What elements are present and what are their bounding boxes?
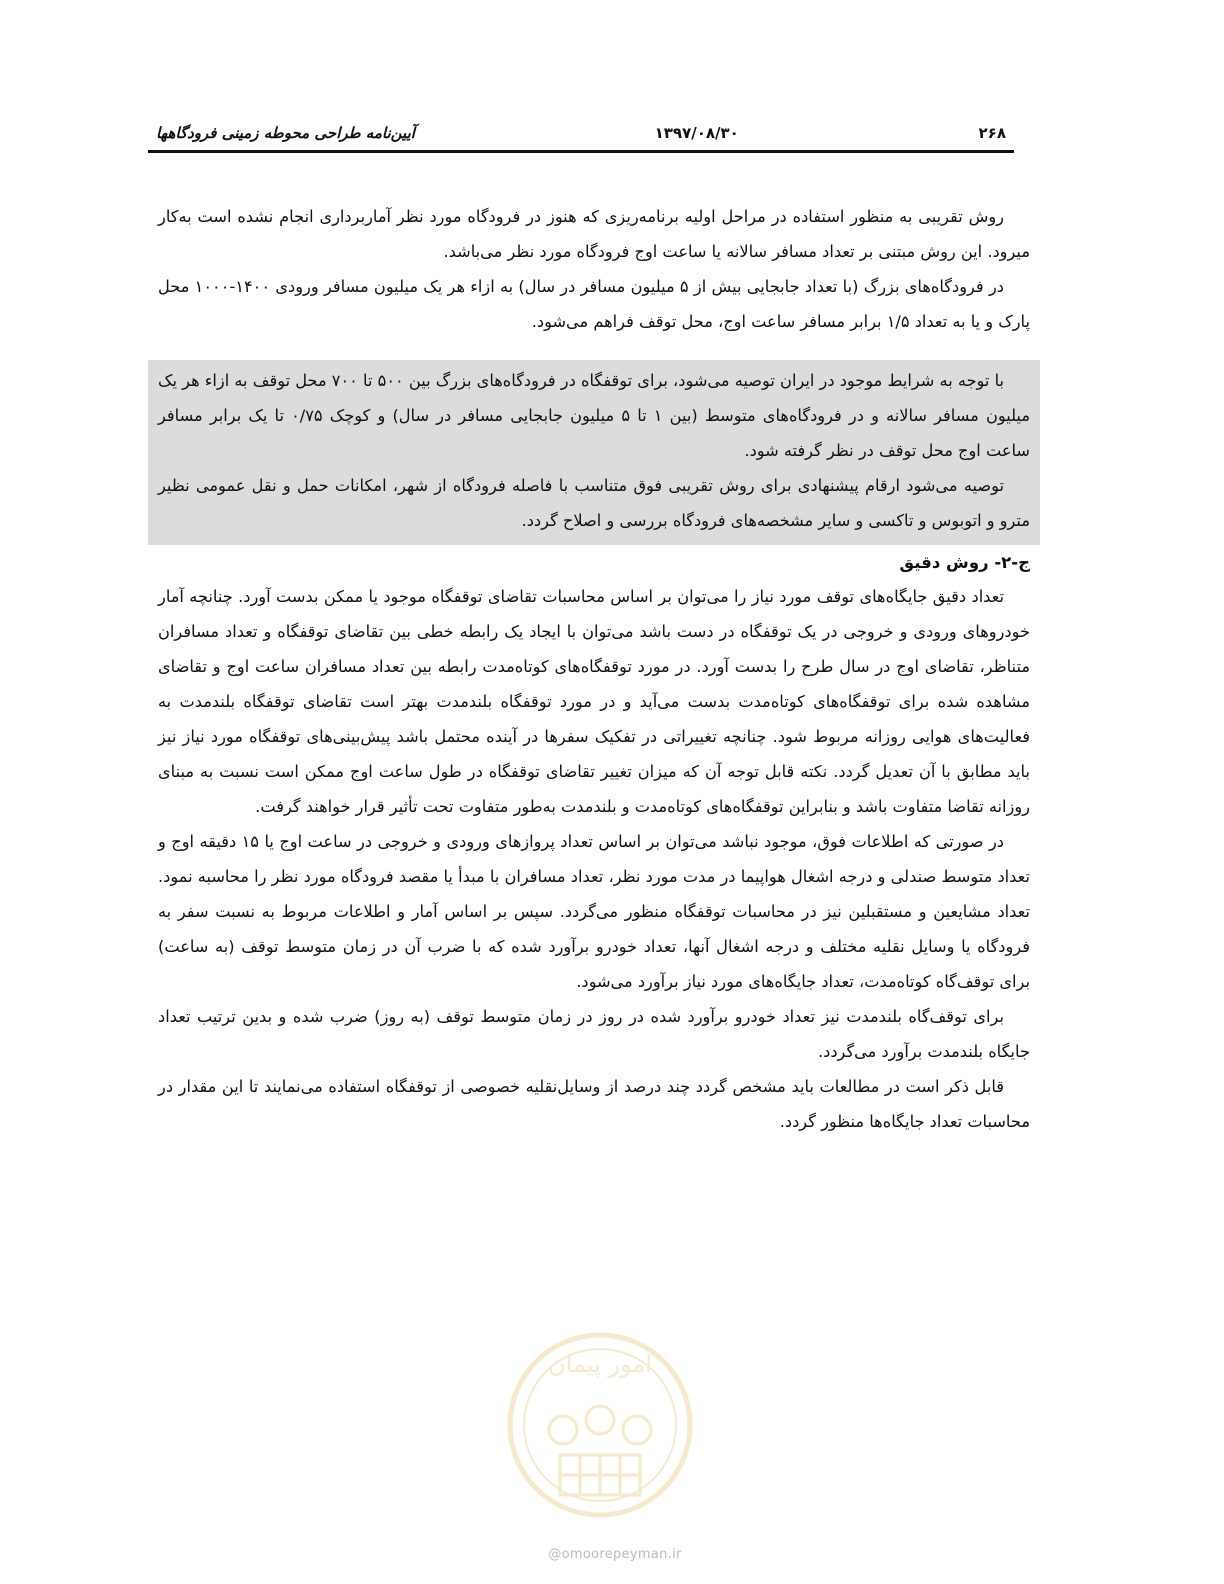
- paragraph: روش تقریبی به منظور استفاده در مراحل اولیه برنامه‌ریزی که هنوز در فرودگاه مورد نظر آماربرداری انجام نشده است به‌کار میرود. این روش مبتنی بر تعداد مسافر سالانه یا ساعت اوج فرودگاه مورد نظر می‌باشد.: [158, 207, 1030, 261]
- watermark-url: @omoorepeyman.ir: [548, 1547, 682, 1562]
- section-heading: ج-۲- روش دقیق: [899, 552, 1030, 572]
- header-date: ۱۳۹۷/۰۸/۳۰: [654, 124, 739, 142]
- header-rule: [148, 150, 1014, 153]
- header-title: آیین‌نامه طراحی محوطه زمینی فرودگاهها: [156, 124, 415, 142]
- highlight-box: [148, 360, 1040, 545]
- paragraph: در فرودگاه‌های بزرگ (با تعداد جابجایی بیش از ۵ میلیون مسافر در سال) به ازاء هر یک میلیون مسافر ورودی ۱۴۰۰-۱۰۰۰ محل پارک و یا به تعداد ۱/۵ برابر مسافر ساعت اوج، محل توقف فراهم می‌شود.: [158, 276, 1030, 331]
- page-header: [148, 118, 1014, 148]
- paragraph: قابل ذکر است در مطالعات باید مشخص گردد چند درصد از وسایل‌نقلیه خصوصی از توقفگاه استفاده می‌نمایند تا این مقدار در محاسبات تعداد جایگاه‌ها منظور گردد.: [158, 1077, 1030, 1132]
- watermark-seal: [505, 1330, 695, 1520]
- highlight-paragraph: با توجه به شرایط موجود در ایران توصیه می‌شود، برای توقفگاه در فرودگاه‌های بزرگ بین ۵۰۰ تا ۷۰۰ محل توقف به ازاء هر یک میلیون مسافر سالانه و در فرودگاه‌های متوسط (بین ۱ تا ۵ میلیون جابجایی مسافر در سال) و کوچک ۰/۷۵ تا یک برابر مسافر ساعت اوج محل توقف در نظر گرفته شود.: [158, 370, 1030, 460]
- document-body: [158, 200, 1030, 1140]
- page-number: ۲۶۸: [978, 124, 1006, 142]
- paragraph: برای توقف‌گاه بلندمدت نیز تعداد خودرو برآورد شده در روز در زمان متوسط توقف (به روز) ضرب شده و بدین ترتیب تعداد جایگاه بلندمدت برآورد می‌گردد.: [158, 1007, 1030, 1062]
- highlight-paragraph: توصیه می‌شود ارقام پیشنهادی برای روش تقریبی فوق متناسب با فاصله فرودگاه از شهر، امکانات حمل و نقل عمومی نظیر مترو و اتوبوس و تاکسی و سایر مشخصه‌های فرودگاه بررسی و اصلاح گردد.: [158, 475, 1030, 530]
- paragraph: تعداد دقیق جایگاه‌های توقف مورد نیاز را می‌توان بر اساس محاسبات تقاضای توقفگاه موجود یا ممکن بدست آورد. چنانچه آمار خودروهای ورودی و خروجی در یک توقفگاه در دست باشد می‌توان با ایجاد یک رابطه خطی بین تقاضای توقفگاه و تعداد مسافران متناظر، تقاضای اوج در سال طرح را بدست آورد. در مورد توقفگاه‌های کوتاه‌مدت رابطه بین تعداد مسافران ساعت اوج و تقاضای مشاهده شده برای توقفگاه‌های کوتاه‌مدت بدست می‌آید و در مورد توقفگاه بلندمدت بهتر است تقاضای توقفگاه بلندمدت به فعالیت‌های هوایی روزانه مربوط شود. چنانچه تغییراتی در تفکیک سفرها در آینده محتمل باشد پیش‌بینی‌های توقفگاه مورد نیاز نیز باید مطابق با آن تعدیل گردد. نکته قابل توجه آن که میزان تغییر تقاضای توقفگاه در طول ساعت اوج ممکن است نسبت به مبنای روزانه تقاضا متفاوت باشد و بنابراین توقفگاه‌های کوتاه‌مدت و بلندمدت به‌طور متفاوت تحت تأثیر قرار خواهند گرفت.: [158, 587, 1030, 817]
- watermark-text: امور پیمان: [548, 1350, 652, 1378]
- paragraph: در صورتی که اطلاعات فوق، موجود نباشد می‌توان بر اساس تعداد پروازهای ورودی و خروجی در ساعت اوج یا ۱۵ دقیقه اوج و تعداد متوسط صندلی و درجه اشغال هواپیما در مدت مورد نظر، تعداد مسافران با مبدأ یا مقصد فرودگاه مورد نظر را محاسبه نمود. تعداد مشایعین و مستقبلین نیز در محاسبات توقفگاه منظور می‌گردد. سپس بر اساس آمار و اطلاعات مربوط به نسبت سفر به فرودگاه یا وسایل نقلیه مختلف و درجه اشغال آنها، تعداد خودرو برآورد شده که با ضرب آن در زمان متوسط توقف (به ساعت) برای توقف‌گاه کوتاه‌مدت، تعداد جایگاه‌های مورد نیاز برآورد می‌شود.: [158, 832, 1030, 992]
